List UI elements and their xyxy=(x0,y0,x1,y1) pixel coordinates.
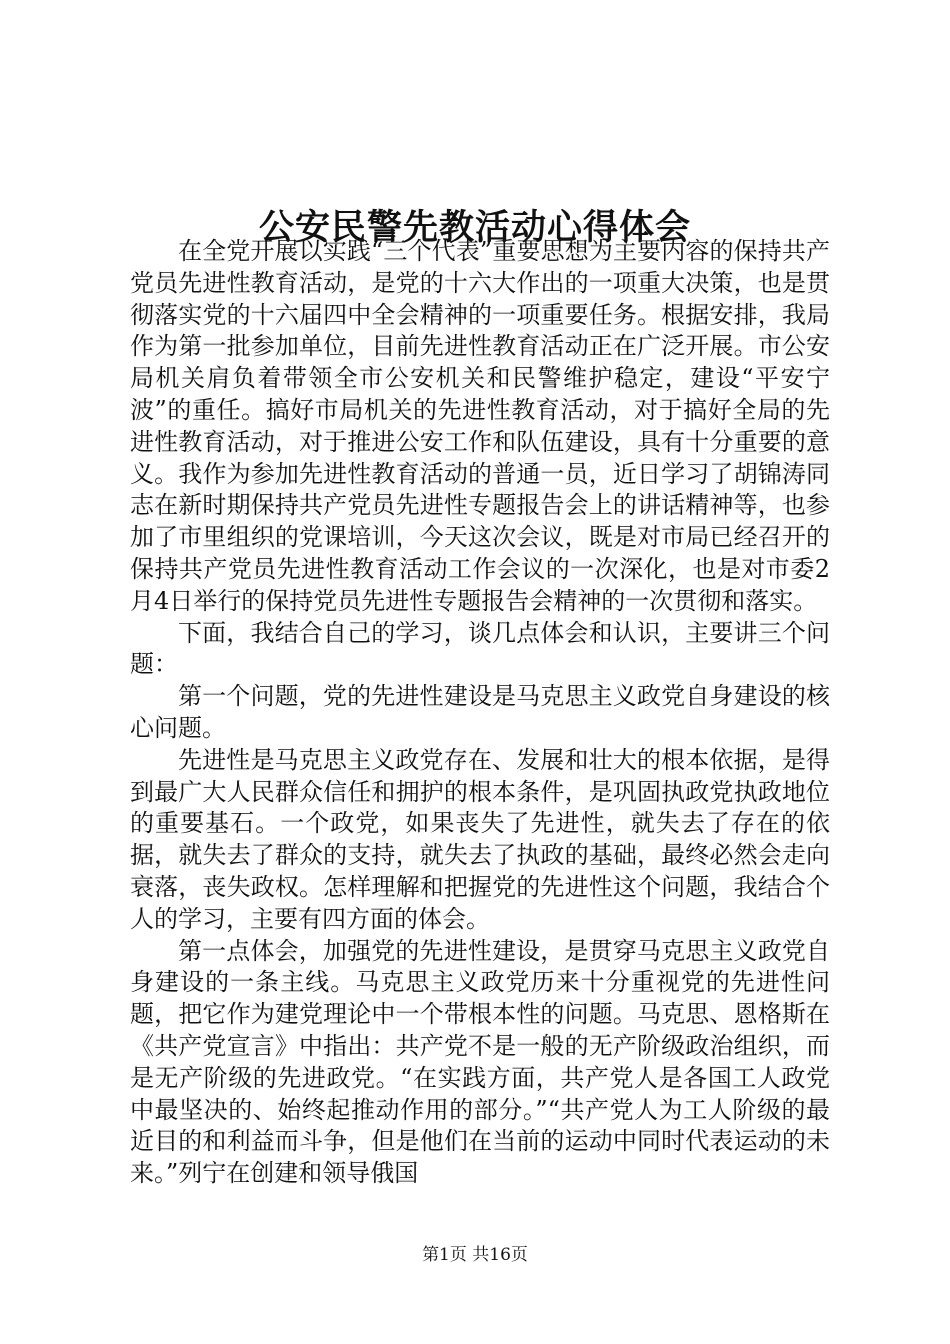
document-body xyxy=(130,236,830,1190)
paragraph: 第一个问题，党的先进性建设是马克思主义政党自身建设的核心问题。 xyxy=(130,682,830,742)
paragraph: 先进性是马克思主义政党存在、发展和壮大的根本依据，是得到最广大人民群众信任和拥护的根本条件，是巩固执政党执政地位的重要基石。一个政党，如果丧失了先进性，就失去了存在的依据，就失去了群众的支持，就失去了执政的基础，最终必然会走向衰落，丧失政权。怎样理解和把握党的先进性这个问题，我结合个人的学习，主要有四方面的体会。 xyxy=(130,745,830,933)
paragraph: 下面，我结合自己的学习，谈几点体会和认识，主要讲三个问题： xyxy=(130,618,830,679)
paragraph: 第一点体会，加强党的先进性建设，是贯穿马克思主义政党自身建设的一条主线。马克思主义政党历来十分重视党的先进性问题，把它作为建党理论中一个带根本性的问题。马克思、恩格斯在《共产党宣言》中指出：共产党不是一般的无产阶级政治组织，而是无产阶级的先进政党。“在实践方面，共产党人是各国工人政党中最坚决的、始终起推动作用的部分。”“共产党人为工人阶级的最近目的和利益而斗争，但是他们在当前的运动中同时代表运动的未来。”列宁在创建和领导俄国 xyxy=(130,936,830,1188)
paragraph: 在全党开展以实践“三个代表”重要思想为主要内容的保持共产党员先进性教育活动，是党的十六大作出的一项重大决策，也是贯彻落实党的十六届四中全会精神的一项重要任务。根据安排，我局作为第一批参加单位，目前先进性教育活动正在广泛开展。市公安局机关肩负着带领全市公安机关和民警维护稳定，建设“平安宁波”的重任。搞好市局机关的先进性教育活动，对于搞好全局的先进性教育活动，对于推进公安工作和队伍建设，具有十分重要的意义。我作为参加先进性教育活动的普通一员，近日学习了胡锦涛同志在新时期保持共产党员先进性专题报告会上的讲话精神等，也参加了市里组织的党课培训，今天这次会议，既是对市局已经召开的保持共产党员先进性教育活动工作会议的一次深化，也是对市委2月4日举行的保持党员先进性专题报告会精神的一次贯彻和落实。 xyxy=(130,237,830,615)
page-number-footer: 第1页 共16页 xyxy=(422,1245,528,1265)
document-title: 公安民警先教活动心得体会 xyxy=(258,207,691,249)
